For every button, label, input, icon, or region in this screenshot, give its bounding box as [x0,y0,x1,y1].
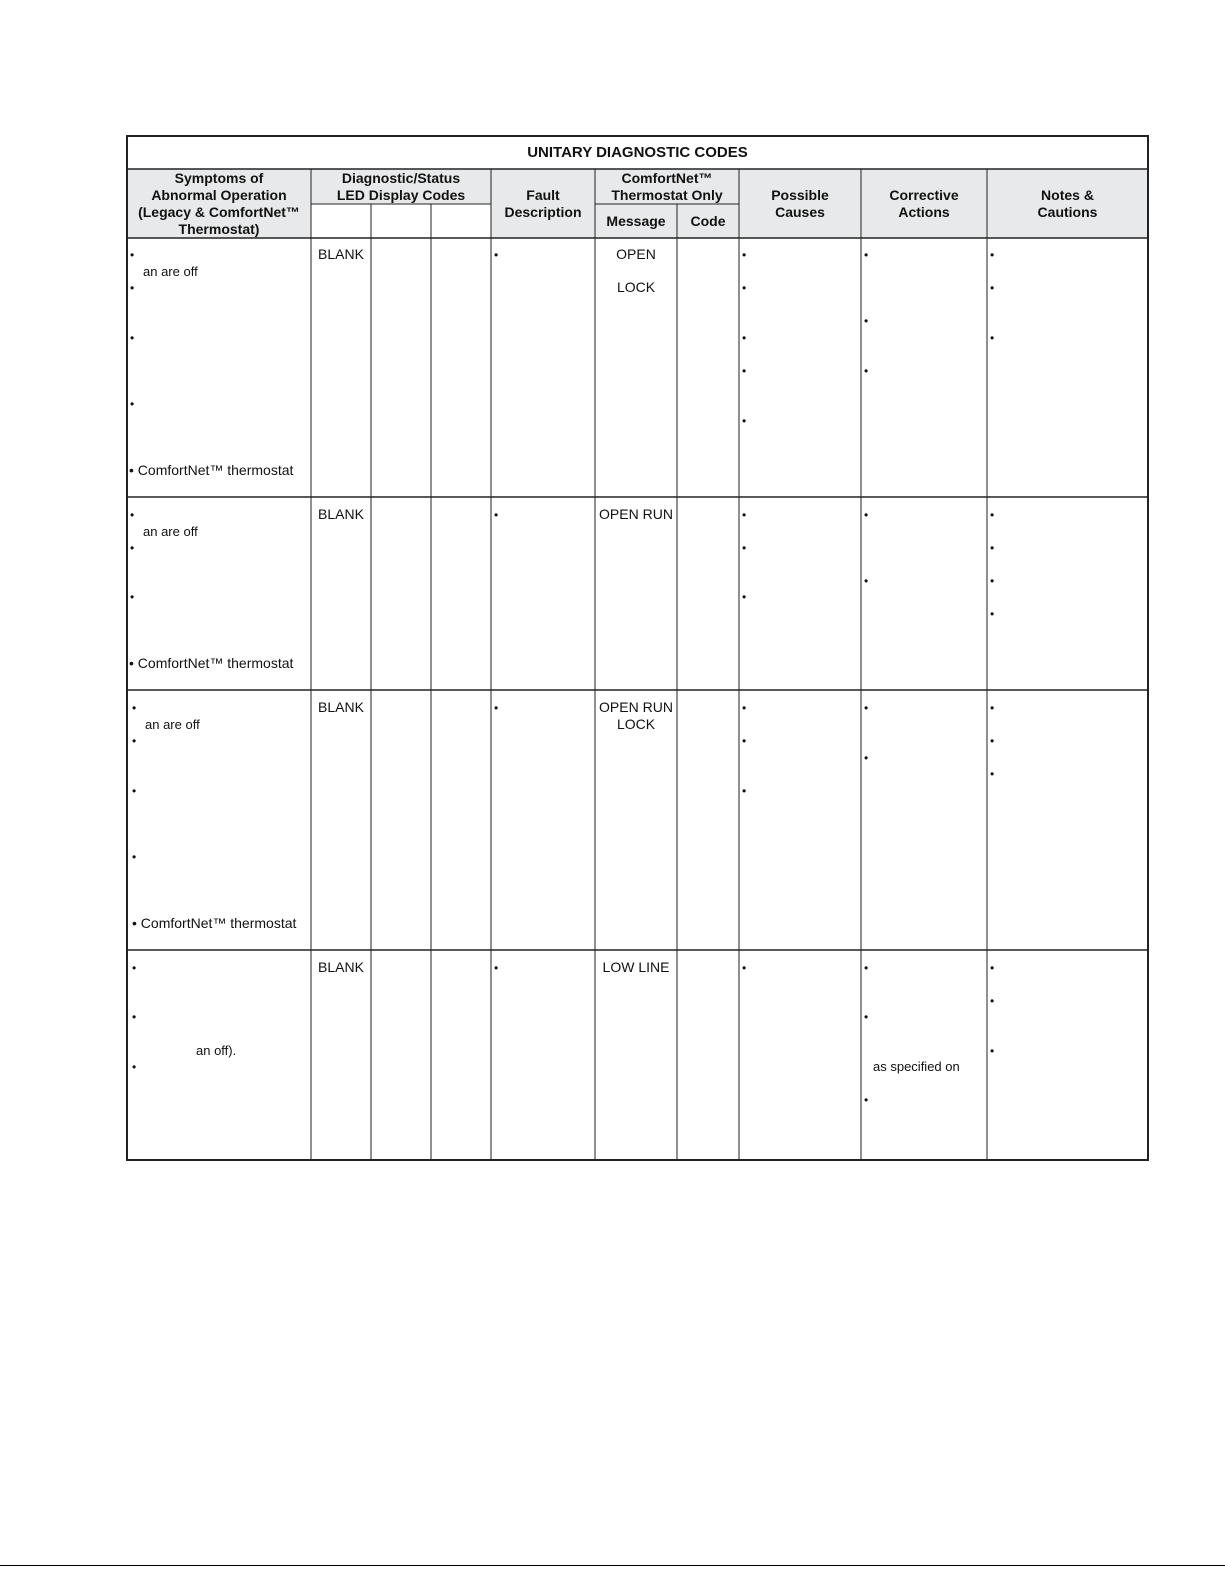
bullet: • [742,734,747,748]
header-actions [861,170,987,238]
bullet: • [132,784,137,798]
header-symptoms-line4: Thermostat) [178,221,260,237]
bullet: • [132,1010,137,1024]
bullet: • [742,414,747,428]
bullet: • [990,574,995,588]
header-diagnostic-line1: Diagnostic/Status [341,170,461,186]
bullet: • [132,850,137,864]
bullet: • [990,961,995,975]
bullet: • [742,590,747,604]
thermostat-message: OPEN RUN [599,506,673,522]
bullet: • [130,508,135,522]
bullet: • [742,364,747,378]
bullet: • [990,994,995,1008]
bullet: • [864,364,869,378]
bullet: • [132,961,137,975]
bullet: • [742,541,747,555]
bullet: • [990,1044,995,1058]
led-code: BLANK [318,699,364,715]
bullet: • [990,541,995,555]
header-notes-line1: Notes & [1041,187,1094,203]
header-fault [491,170,595,238]
header-comfortnet-line1: ComfortNet™ [621,170,713,186]
bullet: • [864,314,869,328]
header-causes-line2: Causes [775,204,825,220]
bullet: • [494,508,499,522]
header-message: Message [606,213,666,229]
bullet: • [990,281,995,295]
action-fragment: as specified on [873,1059,960,1074]
bullet: • [742,331,747,345]
thermostat-text: • ComfortNet™ thermostat [129,655,294,671]
header-diagnostic-line2: LED Display Codes [336,187,466,203]
header-notes-line2: Cautions [1037,204,1098,220]
bullet: • [990,248,995,262]
header-diagnostic [311,170,491,204]
header-symptoms [127,170,311,238]
thermostat-text: • ComfortNet™ thermostat [132,915,297,931]
header-fault-line2: Description [504,204,582,220]
bullet: • [864,751,869,765]
bullet: • [132,734,137,748]
header-symptoms-line2: Abnormal Operation [151,187,287,203]
bullet: • [990,734,995,748]
led-code: BLANK [318,246,364,262]
page-bottom-rule [0,1565,1225,1566]
header-actions-line2: Actions [898,204,950,220]
header-code: Code [690,213,726,229]
bullet: • [742,248,747,262]
bullet: • [990,767,995,781]
bullet: • [494,701,499,715]
thermostat-text: • ComfortNet™ thermostat [129,462,294,478]
header-fault-line1: Fault [526,187,560,203]
bullet: • [864,961,869,975]
bullet: • [990,701,995,715]
bullet: • [130,248,135,262]
bullet: • [494,248,499,262]
header-actions-line1: Corrective [889,187,959,203]
table-title: UNITARY DIAGNOSTIC CODES [527,144,748,161]
led-code: BLANK [318,959,364,975]
bullet: • [990,607,995,621]
bullet: • [864,248,869,262]
bullet: • [990,331,995,345]
bullet: • [864,508,869,522]
symptom-fragment: an are off [143,264,198,279]
bullet: • [742,701,747,715]
bullet: • [864,1093,869,1107]
bullet: • [130,281,135,295]
bullet: • [130,590,135,604]
bullet: • [494,961,499,975]
thermostat-message: LOCK [616,279,656,295]
bullet: • [742,961,747,975]
bullet: • [132,701,137,715]
bullet: • [742,508,747,522]
thermostat-message: LOCK [616,716,656,732]
bullet: • [864,701,869,715]
header-notes [987,170,1148,238]
bullet: • [130,331,135,345]
thermostat-message: OPEN RUN [599,699,673,715]
header-causes [739,170,861,238]
header-symptoms-line3: (Legacy & ComfortNet™ [138,204,300,220]
bullet: • [864,574,869,588]
bullet: • [990,508,995,522]
symptom-fragment: an off). [196,1043,237,1058]
header-comfortnet [595,170,739,204]
bullet: • [864,1010,869,1024]
symptom-fragment: an are off [143,524,198,539]
symptom-fragment: an are off [145,717,200,732]
header-comfortnet-line2: Thermostat Only [611,187,723,203]
bullet: • [132,1060,137,1074]
bullet: • [742,784,747,798]
bullet: • [130,541,135,555]
bullet: • [742,281,747,295]
header-causes-line1: Possible [771,187,829,203]
thermostat-message: LOW LINE [602,959,670,975]
led-code: BLANK [318,506,364,522]
thermostat-message: OPEN [616,246,656,262]
bullet: • [130,397,135,411]
header-symptoms-line1: Symptoms of [174,170,264,186]
